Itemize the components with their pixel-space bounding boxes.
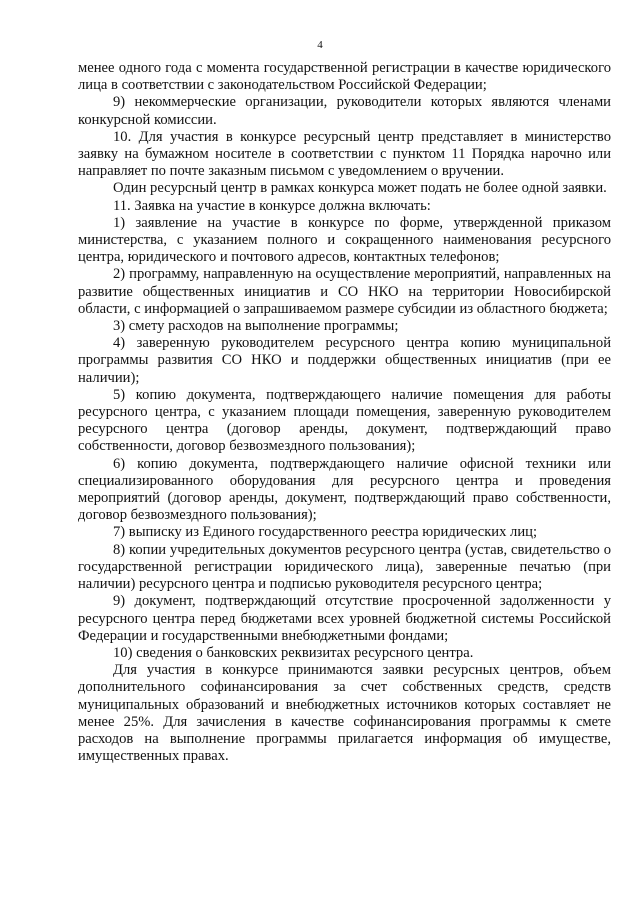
paragraph: 9) документ, подтверждающий отсутствие просроченной задолженности у ресурсного центра перед бюджетами всех уровней бюджетной системы Российской Федерации и государственными внебюджетными фондами; xyxy=(78,593,611,644)
paragraph: 2) программу, направленную на осуществление мероприятий, направленных на развитие общественных инициатив и СО НКО на территории Новосибирской области, с информацией о запрашиваемом размере субсидии из областного бюджета; xyxy=(78,266,611,317)
paragraph: 7) выписку из Единого государственного реестра юридических лиц; xyxy=(113,524,538,541)
paragraph: 5) копию документа, подтверждающего наличие помещения для работы ресурсного центра, с указанием площади помещения, заверенную руководителем ресурсного центра (договор аренды, документ, подтверждающий право собственности, договор безвозмездного пользования); xyxy=(78,386,611,455)
paragraph: 4) заверенную руководителем ресурсного центра копию муниципальной программы развития СО НКО и поддержки общественных инициатив (при ее наличии); xyxy=(78,335,611,386)
paragraph: 10) сведения о банковских реквизитах ресурсного центра. xyxy=(113,644,474,661)
paragraph: Для участия в конкурсе принимаются заявки ресурсных центров, объем дополнительного софинансирования за счет собственных средств, средств муниципальных образований и внебюджетных источников которых составляет не менее 25%. Для зачисления в качестве софинансирования программы к смете расходов на выполнение программы прилагается информация об имуществе, имущественных правах. xyxy=(78,662,611,765)
paragraph: Один ресурсный центр в рамках конкурса может подать не более одной заявки. xyxy=(113,180,607,197)
paragraph: 10. Для участия в конкурсе ресурсный центр представляет в министерство заявку на бумажном носителе в соответствии с пунктом 11 Порядка нарочно или направляет по почте заказным письмом с уведомлением о вручении. xyxy=(78,128,611,180)
paragraph: 3) смету расходов на выполнение программы; xyxy=(113,318,399,335)
paragraph: 1) заявление на участие в конкурсе по форме, утвержденной приказом министерства, с указанием полного и сокращенного наименования ресурсного центра, юридического и почтового адресов, контактных телефонов; xyxy=(78,214,611,266)
document-body xyxy=(78,60,611,765)
paragraph: 6) копию документа, подтверждающего наличие офисной техники или специализированного оборудования для ресурсного центра и проведения мероприятий (договор аренды, документ, подтверждающий право собственности, договор безвозмездного пользования); xyxy=(78,455,611,524)
paragraph: 9) некоммерческие организации, руководители которых являются членами конкурсной комиссии. xyxy=(78,94,611,128)
paragraph: менее одного года с момента государственной регистрации в качестве юридического лица в соответствии с законодательством Российской Федерации; xyxy=(78,60,611,94)
page-number: 4 xyxy=(317,39,323,51)
paragraph: 11. Заявка на участие в конкурсе должна включать: xyxy=(113,197,431,214)
paragraph: 8) копии учредительных документов ресурсного центра (устав, свидетельство о государственной регистрации юридического лица), заверенные печатью (при наличии) ресурсного центра и подписью руководителя ресурсного центра; xyxy=(78,541,611,593)
